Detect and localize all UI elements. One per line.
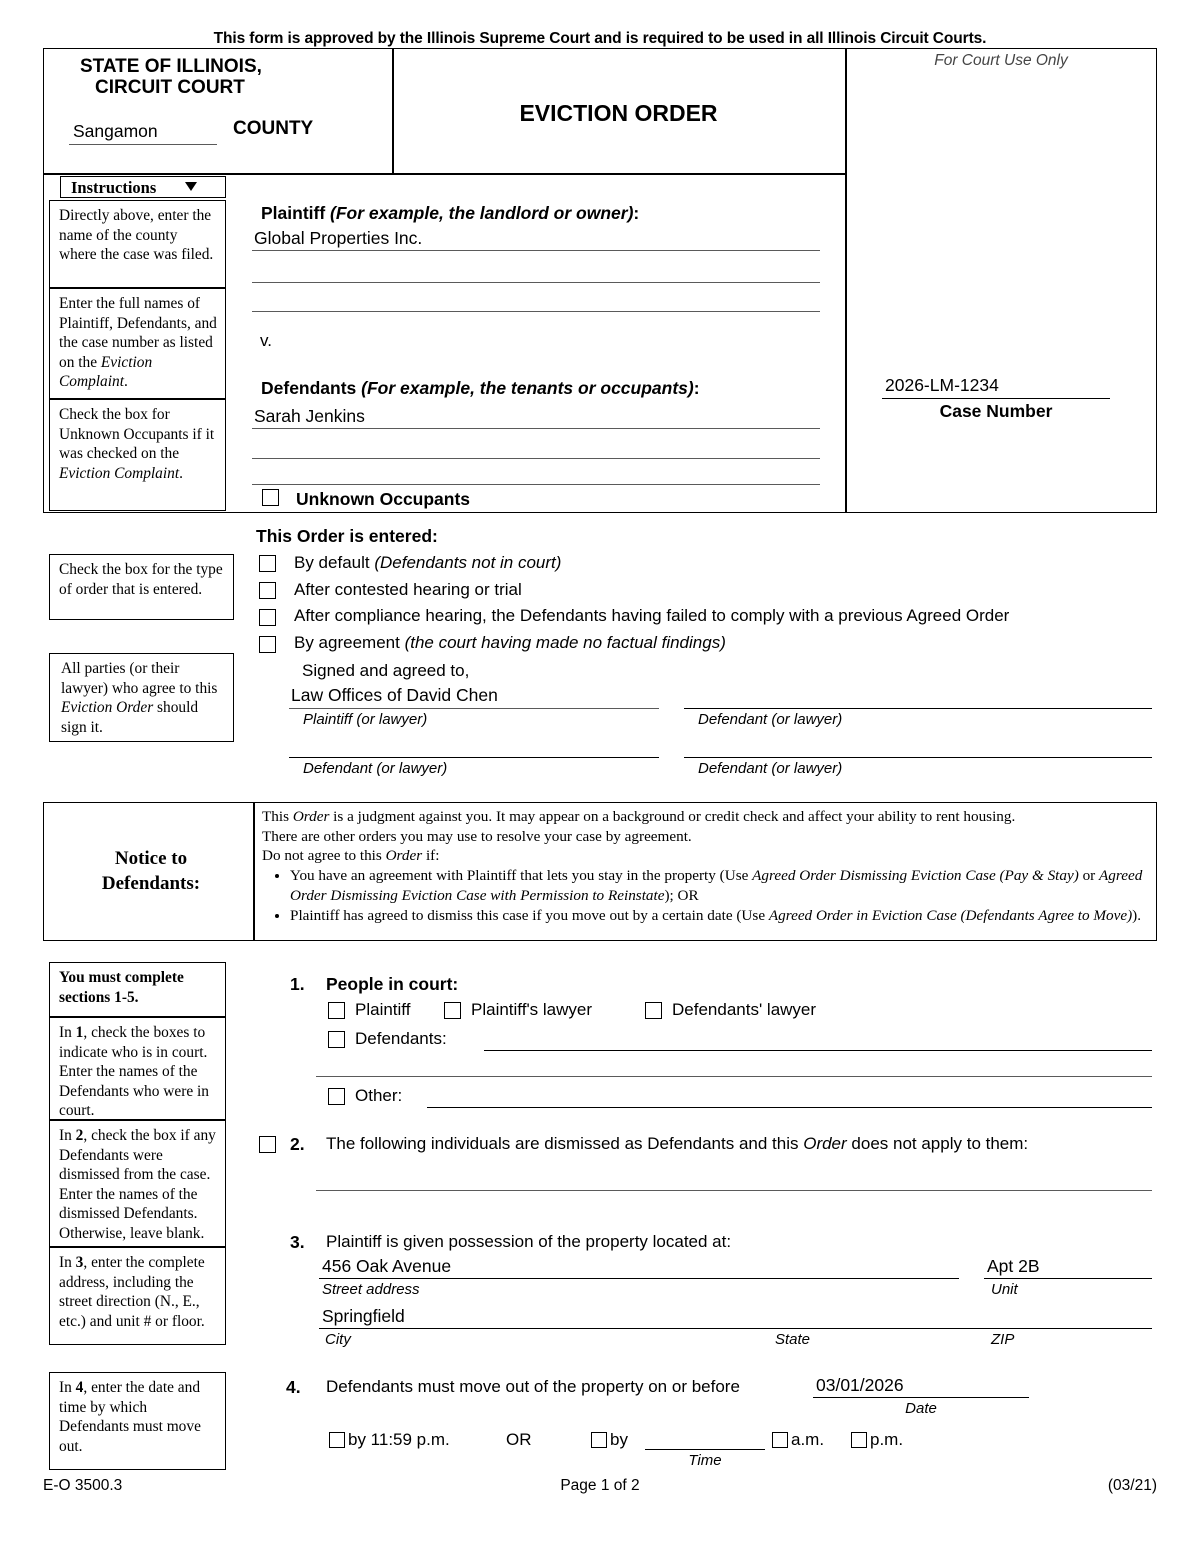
order-type-label-contested: After contested hearing or trial <box>294 580 522 599</box>
order-type-checkbox-compliance[interactable] <box>259 609 276 628</box>
footer-form-code: E-O 3500.3 <box>43 1477 123 1494</box>
county-value[interactable]: Sangamon <box>73 121 158 141</box>
order-type-checkbox-agreement[interactable] <box>259 636 276 655</box>
instructions-header-label: Instructions <box>71 178 157 197</box>
checkbox-defendants-in-court[interactable] <box>328 1031 345 1050</box>
plaintiff-rule-3 <box>252 311 820 312</box>
checkbox-defendants-lawyer[interactable] <box>645 1002 662 1021</box>
header-divider-courtuse <box>845 48 847 513</box>
checkbox-section-2[interactable] <box>259 1136 276 1155</box>
label-by-time: by <box>610 1430 628 1449</box>
order-type-label-default: By default (Defendants not in court) <box>294 553 562 572</box>
checkbox-plaintiff-in-court[interactable] <box>328 1002 345 1021</box>
county-label: COUNTY <box>233 118 314 139</box>
unknown-occupants-checkbox[interactable] <box>262 489 279 508</box>
section-3-heading: Plaintiff is given possession of the property located at: <box>326 1232 732 1251</box>
move-out-time-label: Time <box>688 1452 722 1469</box>
header-row-divider <box>43 173 846 175</box>
county-rule <box>69 144 217 145</box>
checkbox-other-in-court[interactable] <box>328 1088 345 1107</box>
signature-label-defendant-3: Defendant (or lawyer) <box>698 760 843 777</box>
instruction-section-3: In 3, enter the complete address, including the street direction (N., E., etc.) and unit # or floor. <box>49 1247 226 1345</box>
unit-rule <box>984 1278 1152 1279</box>
notice-title: Notice to Defendants: <box>101 848 201 894</box>
city-state-zip-rule <box>319 1328 1152 1329</box>
move-out-date-label: Date <box>905 1400 937 1417</box>
label-defendants-in-court: Defendants: <box>355 1029 447 1048</box>
plaintiff-rule-1 <box>252 250 820 251</box>
label-am: a.m. <box>791 1430 825 1449</box>
signature-label-defendant-2: Defendant (or lawyer) <box>303 760 448 777</box>
signature-rule-defendant-1 <box>684 708 1152 709</box>
form-title: EVICTION ORDER <box>519 100 718 126</box>
label-other-in-court: Other: <box>355 1086 403 1105</box>
defendant-rule-2 <box>252 458 820 459</box>
move-out-time-rule <box>645 1449 765 1450</box>
order-type-checkbox-contested[interactable] <box>259 582 276 601</box>
unknown-occupants-label: Unknown Occupants <box>296 489 471 509</box>
checkbox-by-time[interactable] <box>591 1432 607 1450</box>
section-1-number: 1. <box>290 974 305 994</box>
plaintiff-signature-value[interactable]: Law Offices of David Chen <box>291 685 498 705</box>
label-or: OR <box>506 1430 532 1449</box>
section-1-heading: People in court: <box>326 974 459 994</box>
section-2-number: 2. <box>290 1134 305 1154</box>
signature-label-plaintiff: Plaintiff (or lawyer) <box>303 711 428 728</box>
street-address-label: Street address <box>322 1281 420 1298</box>
label-by-1159pm: by 11:59 p.m. <box>348 1430 450 1449</box>
plaintiff-name-value[interactable]: Global Properties Inc. <box>254 228 423 248</box>
move-out-date-value[interactable]: 03/01/2026 <box>816 1375 904 1395</box>
label-plaintiffs-lawyer: Plaintiff's lawyer <box>471 1000 593 1019</box>
chevron-down-icon <box>185 182 197 191</box>
order-type-label-agreement: By agreement (the court having made no factual findings) <box>294 633 726 652</box>
notice-divider <box>253 802 255 941</box>
street-address-rule <box>319 1278 959 1279</box>
other-in-court-rule <box>427 1107 1152 1108</box>
defendant-name-value[interactable]: Sarah Jenkins <box>254 406 365 426</box>
circuit-court-label: CIRCUIT COURT <box>95 77 245 98</box>
instructions-header-box[interactable] <box>60 176 226 198</box>
instruction-signatures: All parties (or their lawyer) who agree to this Eviction Order should sign it. <box>49 653 234 742</box>
footer-page-number: Page 1 of 2 <box>560 1477 640 1494</box>
versus-label: v. <box>260 331 272 350</box>
form-approval-banner: This form is approved by the Illinois Supreme Court and is required to be used in all Illinois Circuit Courts. <box>213 30 987 47</box>
checkbox-pm[interactable] <box>851 1432 867 1450</box>
instruction-names: Enter the full names of Plaintiff, Defendants, and the case number as listed on the Eviction Complaint. <box>49 288 226 399</box>
instruction-section-4: In 4, enter the date and time by which Defendants must move out. <box>49 1372 226 1470</box>
case-number-value[interactable]: 2026-LM-1234 <box>885 375 999 395</box>
notice-bullet-1: • You have an agreement with Plaintiff that lets you stay in the property (Use Agreed Order Dismissing Eviction Case (Pay & Stay) or Agreed Order Dismissing Eviction Case with Permission to Reinstate); OR <box>290 866 1150 905</box>
section-2-heading: The following individuals are dismissed as Defendants and this Order does not apply to them: <box>326 1134 1029 1153</box>
instruction-unknown-occupants: Check the box for Unknown Occupants if it was checked on the Eviction Complaint. <box>49 399 226 511</box>
notice-paragraph-3: Do not agree to this Order if: <box>262 847 440 865</box>
signature-rule-defendant-2 <box>289 757 659 758</box>
label-defendants-lawyer: Defendants' lawyer <box>672 1000 817 1019</box>
instruction-county: Directly above, enter the name of the county where the case was filed. <box>49 200 226 288</box>
defendant-rule-3 <box>252 484 820 485</box>
defendants-heading: Defendants (For example, the tenants or occupants): <box>261 378 700 398</box>
plaintiff-heading: Plaintiff (For example, the landlord or owner): <box>261 203 640 223</box>
defendants-in-court-rule-1 <box>484 1050 1152 1051</box>
section-4-number: 4. <box>286 1377 301 1397</box>
signed-and-agreed-label: Signed and agreed to, <box>302 661 470 680</box>
instruction-section-1: In 1, check the boxes to indicate who is in court. Enter the names of the Defendants who were in court. <box>49 1017 226 1120</box>
section-4-heading: Defendants must move out of the property on or before <box>326 1377 740 1396</box>
order-entered-heading: This Order is entered: <box>256 526 438 546</box>
instruction-section-2: In 2, check the box if any Defendants were dismissed from the case. Enter the names of the dismissed Defendants. Otherwise, leave blank. <box>49 1120 226 1247</box>
state-of-illinois-label: STATE OF ILLINOIS, <box>80 56 262 77</box>
city-label: City <box>325 1331 351 1348</box>
zip-label: ZIP <box>991 1331 1015 1348</box>
checkbox-by-1159pm[interactable] <box>329 1432 345 1450</box>
order-type-checkbox-default[interactable] <box>259 555 276 574</box>
unit-label: Unit <box>991 1281 1018 1298</box>
unit-value[interactable]: Apt 2B <box>987 1256 1040 1276</box>
city-value[interactable]: Springfield <box>322 1306 405 1326</box>
notice-bullet-2: • Plaintiff has agreed to dismiss this case if you move out by a certain date (Use Agreed Order in Eviction Case (Defendants Agree to Move)). <box>290 906 1150 926</box>
for-court-use-only-label: For Court Use Only <box>934 52 1068 69</box>
section-2-rule <box>316 1190 1152 1191</box>
defendant-rule-1 <box>252 428 820 429</box>
order-type-label-compliance: After compliance hearing, the Defendants having failed to comply with a previous Agreed Order <box>294 606 1010 625</box>
notice-paragraph-2: There are other orders you may use to resolve your case by agreement. <box>262 827 692 845</box>
label-plaintiff-in-court: Plaintiff <box>355 1000 411 1019</box>
plaintiff-rule-2 <box>252 282 820 283</box>
footer-revision-date: (03/21) <box>1107 1477 1157 1494</box>
case-number-rule <box>882 398 1110 399</box>
notice-paragraph-1: This Order is a judgment against you. It may appear on a background or credit check and affect your ability to rent housing. <box>262 808 1016 825</box>
signature-rule-plaintiff <box>289 708 659 709</box>
signature-label-defendant-1: Defendant (or lawyer) <box>698 711 843 728</box>
move-out-date-rule <box>813 1397 1029 1398</box>
case-number-label: Case Number <box>939 401 1053 421</box>
instruction-order-type: Check the box for the type of order that is entered. <box>49 554 234 620</box>
state-label: State <box>775 1331 811 1348</box>
label-pm: p.m. <box>870 1430 904 1449</box>
checkbox-plaintiffs-lawyer[interactable] <box>444 1002 461 1021</box>
section-3-number: 3. <box>290 1232 305 1252</box>
street-address-value[interactable]: 456 Oak Avenue <box>322 1256 452 1276</box>
notice-body <box>262 807 1150 925</box>
checkbox-am[interactable] <box>772 1432 788 1450</box>
signature-rule-defendant-3 <box>684 757 1152 758</box>
defendants-in-court-rule-2 <box>316 1076 1152 1077</box>
instruction-must-complete: You must complete sections 1-5. <box>49 962 226 1017</box>
